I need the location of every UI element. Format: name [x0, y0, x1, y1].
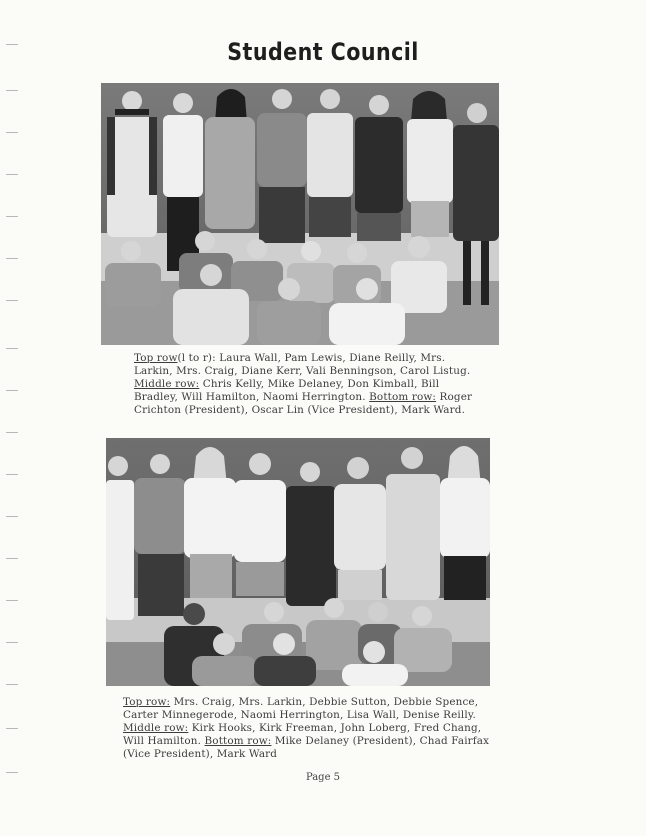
middle-row-label: Middle row: — [134, 378, 200, 390]
middle-row-names: Chris Kelly, Mike Delaney, Don Kimball, Bill Bradley, Will Hamilton, Naomi Herrington. — [134, 378, 440, 403]
page-number: Page 5 — [305, 772, 341, 783]
group-photo-top — [101, 83, 499, 345]
caption-bottom-photo — [123, 696, 493, 761]
top-row-label: Top row: — [123, 696, 171, 708]
middle-row-label: Middle row: — [123, 722, 189, 734]
top-row-note: (l to r): — [177, 352, 216, 364]
bottom-row-names: Roger Crichton (President), Oscar Lin (Vice President), Mark Ward. — [134, 391, 473, 416]
bottom-row-label: Bottom row: — [204, 735, 272, 747]
bottom-row-names: Mike Delaney (President), Chad Fairfax (Vice President), Mark Ward — [123, 735, 490, 760]
middle-row-names: Kirk Hooks, Kirk Freeman, John Loberg, Fred Chang, Will Hamilton. — [123, 722, 482, 747]
page-title: Student Council — [227, 38, 419, 66]
bottom-row-label: Bottom row: — [369, 391, 437, 403]
top-row-names: Mrs. Craig, Mrs. Larkin, Debbie Sutton, Debbie Spence, Carter Minnegerode, Naomi Herrington, Lisa Wall, Denise Reilly. — [123, 696, 479, 721]
caption-top-photo — [134, 352, 486, 417]
group-photo-bottom — [106, 438, 490, 686]
top-row-names: Laura Wall, Pam Lewis, Diane Reilly, Mrs. Larkin, Mrs. Craig, Diane Kerr, Vali Benningson, Carol Listug. — [134, 352, 471, 377]
top-row-label: Top row — [134, 352, 178, 364]
